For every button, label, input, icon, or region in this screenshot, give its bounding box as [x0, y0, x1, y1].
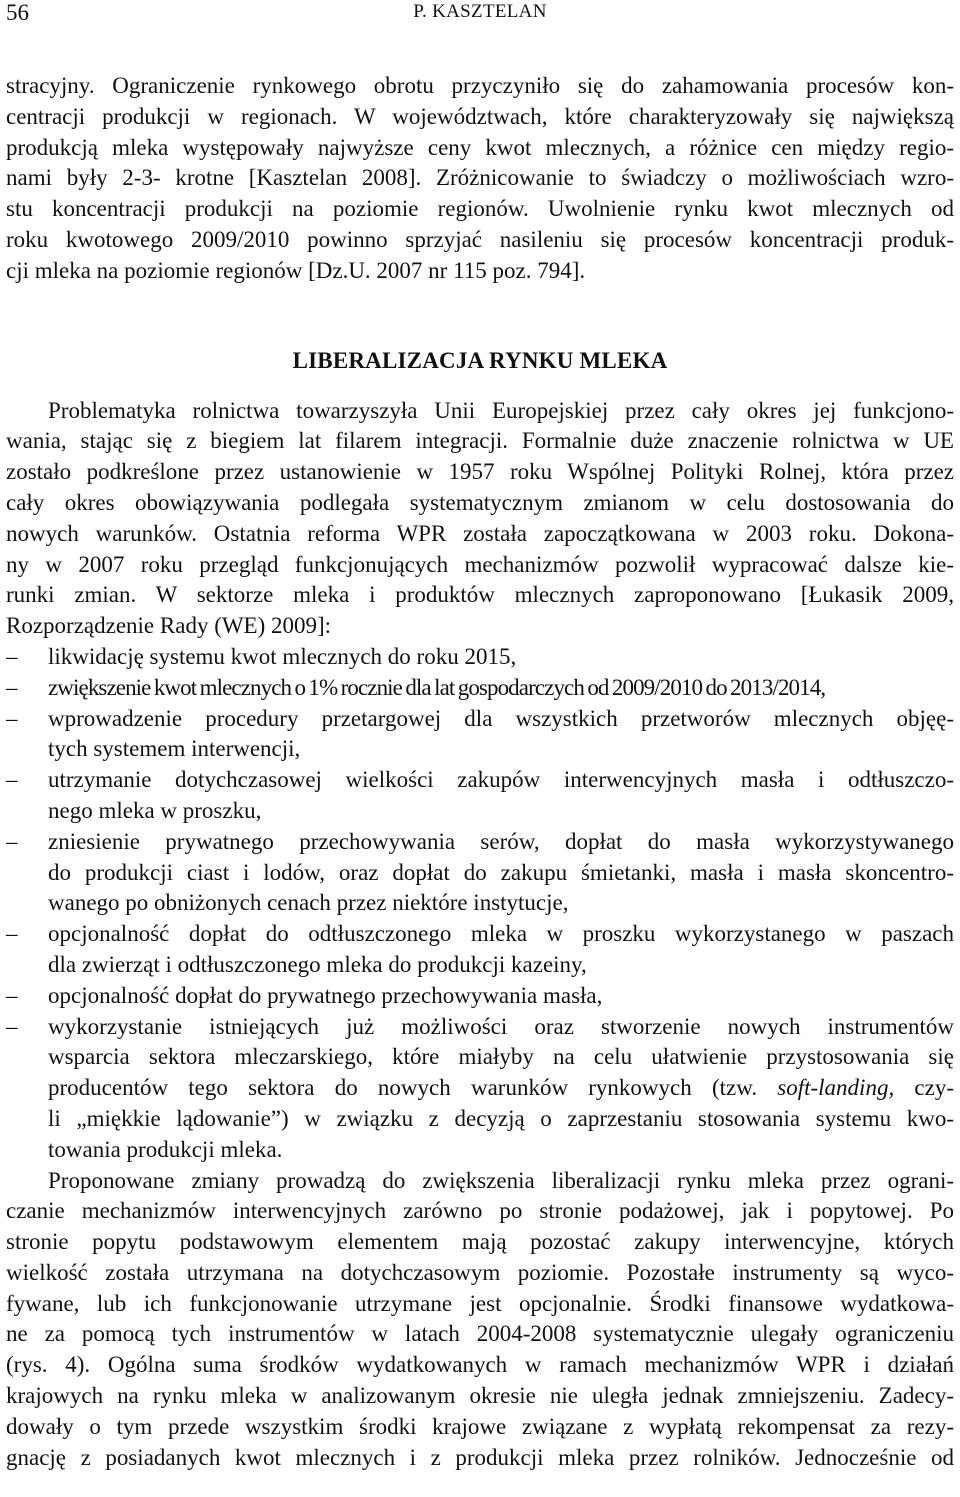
dash-marker: – — [6, 705, 18, 731]
text-line: ny w 2007 roku przegląd funkcjonujących mechanizmów pozwolił wypracować dalsze kie- — [6, 551, 954, 577]
paragraph-intro — [6, 71, 954, 287]
list-item — [6, 981, 954, 1012]
text-line: centracji produkcji w regionach. W województwach, które charakteryzowały się największą — [6, 103, 954, 129]
text-line: dowały o tym przede wszystkim środki krajowe związane z wypłatą rekompensat za rezy- — [6, 1413, 954, 1439]
list-item — [6, 827, 954, 919]
text-line: zwiększenie kwot mlecznych o 1% rocznie dla lat gospodarczych od 2009/2010 do 2013/2014, — [48, 674, 826, 700]
paragraph-proposed-changes — [6, 1166, 954, 1474]
text-line: cji mleka na poziomie regionów [Dz.U. 2007 nr 115 poz. 794]. — [6, 257, 586, 283]
text-line: stu koncentracji produkcji na poziomie regionów. Uwolnienie rynku kwot mlecznych od — [6, 196, 954, 222]
proposal-list — [6, 642, 954, 1166]
dash-marker: – — [6, 643, 18, 669]
text-segment: producentów tego sektora do nowych warunków rynkowych (tzw. — [48, 1075, 778, 1101]
text-line: opcjonalność dopłat do prywatnego przechowywania masła, — [48, 982, 603, 1008]
list-item — [6, 919, 954, 981]
text-line: dla zwierząt i odtłuszczonego mleka do produkcji kazeiny, — [48, 951, 587, 977]
text-line: roku kwotowego 2009/2010 powinno sprzyjać nasileniu się procesów koncentracji produk- — [6, 226, 954, 252]
text-line: fywane, lub ich funkcjonowanie utrzymane jest opcjonalnie. Środki finansowe wydatkowa- — [6, 1290, 954, 1316]
italic-term: soft-landing, — [777, 1075, 895, 1101]
text-line: utrzymanie dotychczasowej wielkości zakupów interwencyjnych masła i odtłuszczo- — [48, 767, 954, 793]
text-line: ne za pomocą tych instrumentów w latach 2004-2008 systematycznie ulegały ograniczeniu — [6, 1321, 954, 1347]
text-line: likwidację systemu kwot mlecznych do roku 2015, — [48, 643, 517, 669]
list-item — [6, 704, 954, 766]
text-line: gnację z posiadanych kwot mlecznych i z produkcji mleka przez rolników. Jednocześnie od — [6, 1444, 954, 1470]
dash-marker: – — [6, 674, 18, 700]
text-line: cały okres obowiązywania podlegała systematycznym zmianom w celu dostosowania do — [6, 489, 954, 515]
page-number: 56 — [6, 0, 29, 25]
text-line: runki zmian. W sektorze mleka i produktów mlecznych zaproponowano [Łukasik 2009, — [6, 582, 954, 608]
text-line: wanego po obniżonych cenach przez niektóre instytucje, — [48, 890, 569, 916]
text-line: Proponowane zmiany prowadzą do zwiększenia liberalizacji rynku mleka przez ograni- — [48, 1167, 954, 1193]
running-title: P. KASZTELAN — [413, 1, 547, 22]
dash-marker: – — [6, 921, 18, 947]
dash-marker: – — [6, 767, 18, 793]
text-segment: czy- — [894, 1075, 954, 1101]
text-line: nego mleka w proszku, — [48, 797, 262, 823]
text-line: wykorzystanie istniejących już możliwości oraz stworzenie nowych instrumentów — [48, 1013, 954, 1039]
text-line: nami były 2-3- krotne [Kasztelan 2008]. Zróżnicowanie to świadczy o możliwościach wzro- — [6, 165, 954, 191]
text-line: wsparcia sektora mleczarskiego, które miałyby na celu ułatwienie przystosowania się — [48, 1044, 954, 1070]
text-line: li „miękkie lądowanie”) w związku z decyzją o zaprzestaniu stosowania systemu kwo- — [48, 1105, 954, 1131]
text-line: do produkcji ciast i lodów, oraz dopłat do zakupu śmietanki, masła i masła skoncentro- — [48, 859, 954, 885]
text-line: produkcją mleka występowały najwyższe ceny kwot mlecznych, a różnice cen między regio- — [6, 134, 954, 160]
text-line: Problematyka rolnictwa towarzyszyła Unii Europejskiej przez cały okres jej funkcjono- — [48, 397, 954, 423]
text-line: towania produkcji mleka. — [48, 1136, 283, 1162]
list-item — [6, 765, 954, 827]
paragraph-liberalization — [6, 396, 954, 642]
text-line: wielkość została utrzymana na dotychczasowym poziomie. Pozostałe instrumenty są wyco- — [6, 1259, 954, 1285]
text-line: wprowadzenie procedury przetargowej dla wszystkich przetworów mlecznych objęę- — [48, 705, 954, 731]
text-line: nowych warunków. Ostatnia reforma WPR została zapoczątkowana w 2003 roku. Dokona- — [6, 520, 954, 546]
list-item — [6, 673, 954, 704]
text-line: zniesienie prywatnego przechowywania serów, dopłat do masła wykorzystywanego — [48, 828, 954, 854]
text-line: krajowych na rynku mleka w analizowanym okresie nie uległa jednak zmniejszeniu. Zadecy- — [6, 1383, 954, 1409]
text-line: tych systemem interwencji, — [48, 736, 301, 762]
list-item — [6, 1012, 954, 1166]
dash-marker: – — [6, 1013, 18, 1039]
text-line: stronie popytu podstawowym elementem mają pozostać zakupy interwencyjne, których — [6, 1229, 954, 1255]
text-line: zostało podkreślone przez ustanowienie w 1957 roku Wspólnej Polityki Rolnej, która przez — [6, 459, 954, 485]
text-line: stracyjny. Ograniczenie rynkowego obrotu przyczyniło się do zahamowania procesów kon- — [6, 73, 954, 98]
text-line: Rozporządzenie Rady (WE) 2009]: — [6, 613, 332, 639]
text-line: (rys. 4). Ogólna suma środków wydatkowanych w ramach mechanizmów WPR i działań — [6, 1352, 954, 1378]
text-line: wania, stając się z biegiem lat filarem integracji. Formalnie duże znaczenie rolnictwa w UE — [6, 428, 954, 454]
section-heading: LIBERALIZACJA RYNKU MLEKA — [292, 347, 668, 373]
text-line: opcjonalność dopłat do odtłuszczonego mleka w proszku wykorzystanego w paszach — [48, 921, 954, 947]
running-header — [6, 0, 954, 40]
list-item — [6, 642, 954, 673]
text-line-with-italic — [48, 1073, 954, 1104]
text-line: czanie mechanizmów interwencyjnych zarówno po stronie podażowej, jak i popytowej. Po — [6, 1198, 954, 1224]
dash-marker: – — [6, 982, 18, 1008]
dash-marker: – — [6, 828, 18, 854]
